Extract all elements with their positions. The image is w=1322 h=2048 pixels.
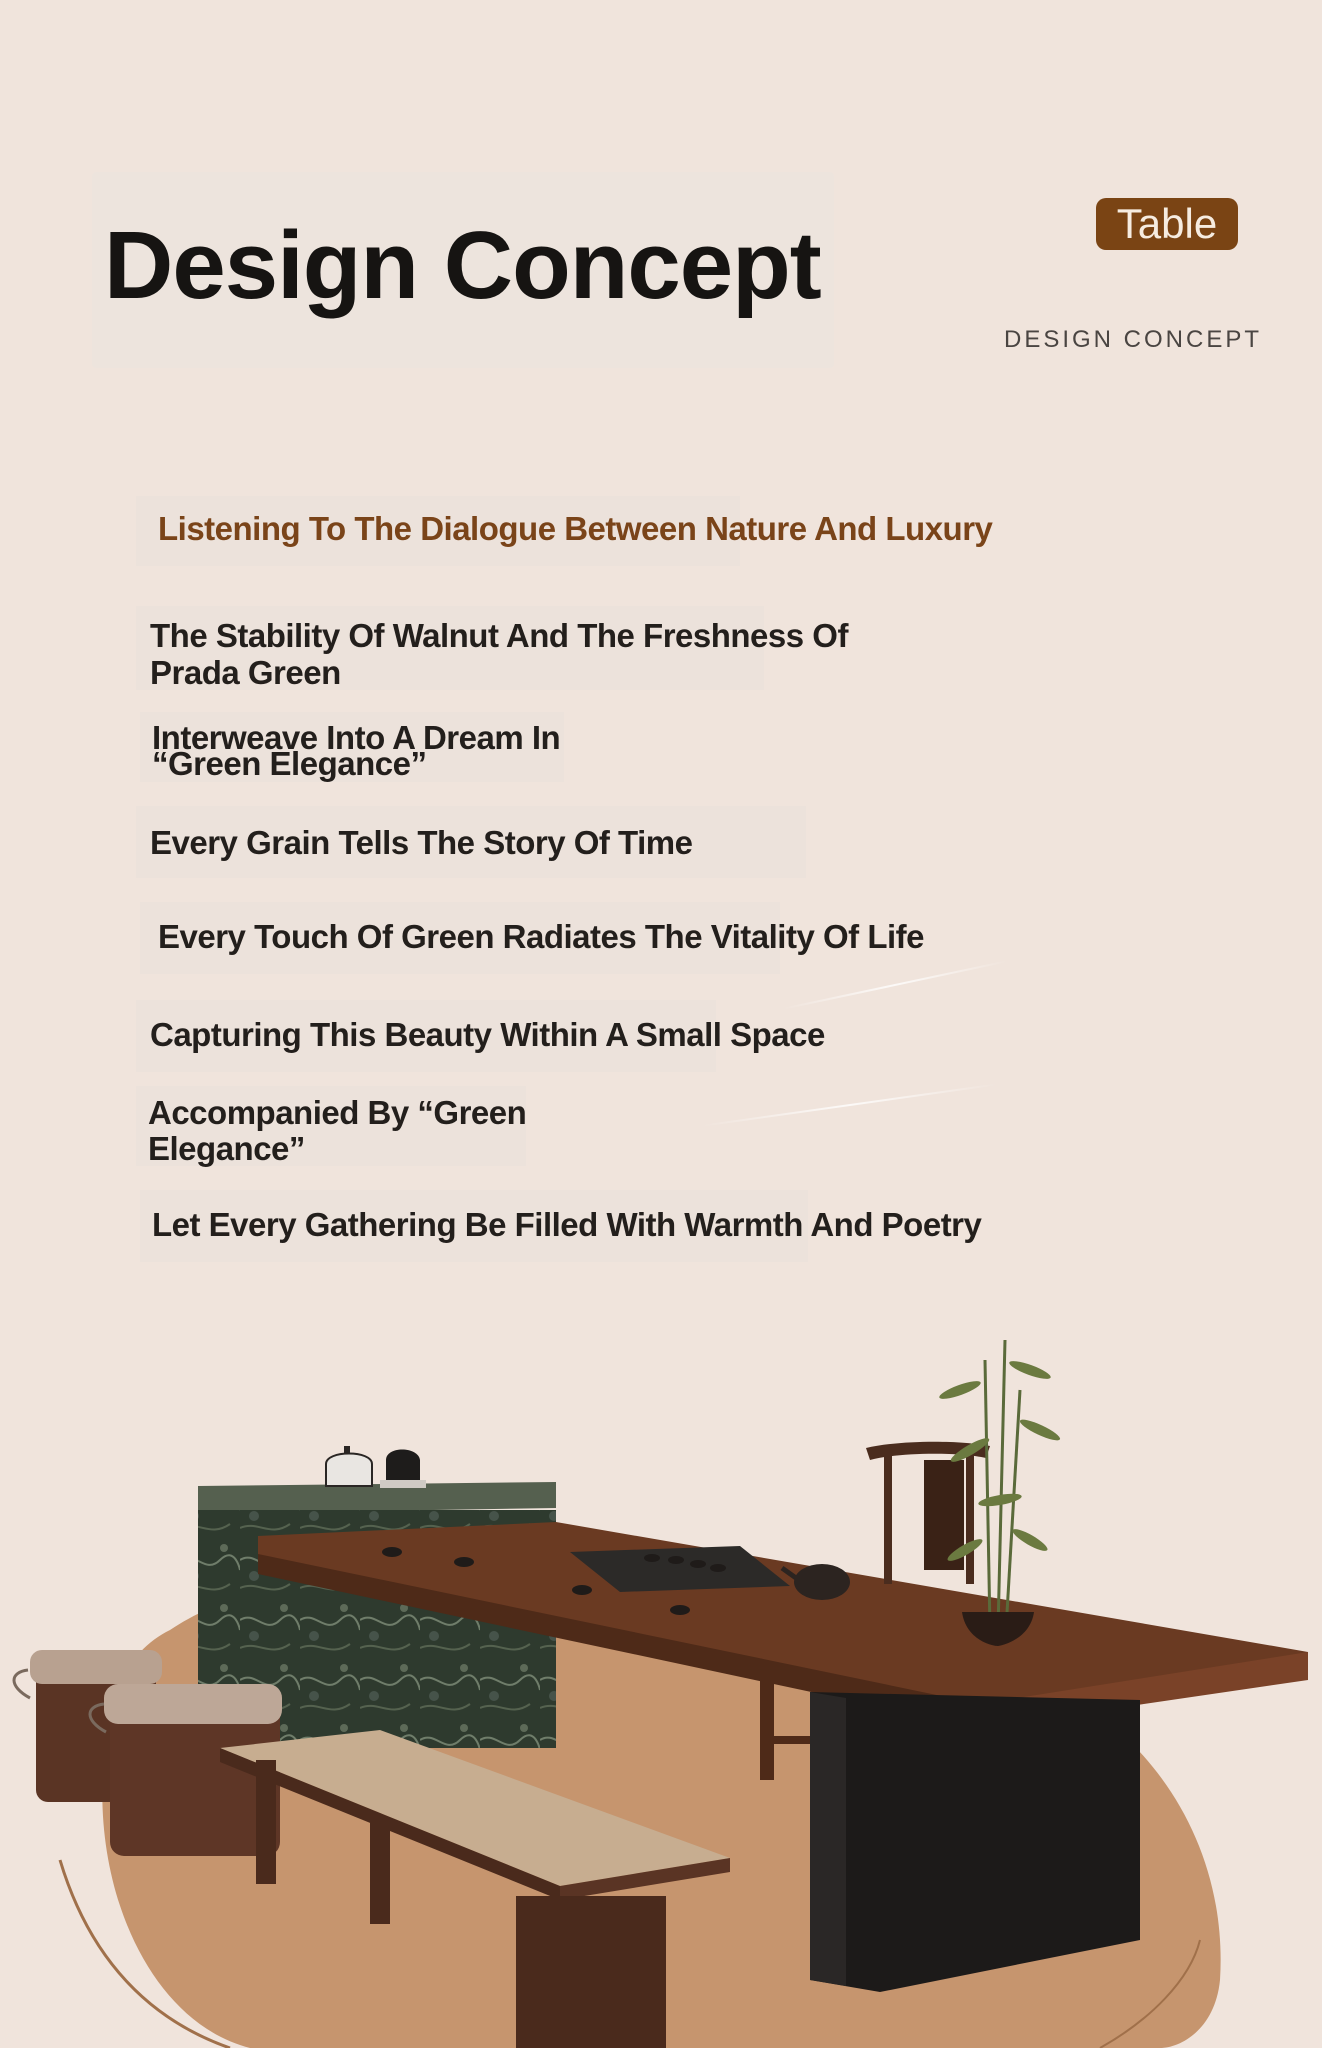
page-subtitle: DESIGN CONCEPT [1004, 326, 1263, 353]
kettle-icon [386, 1450, 420, 1485]
concept-line-intro: Listening To The Dialogue Between Nature And Luxury [158, 510, 993, 547]
teapot-icon [794, 1564, 850, 1600]
bamboo-plant [985, 1340, 1020, 1630]
chair-post [884, 1454, 892, 1584]
light-streak [701, 1083, 998, 1127]
tea-table-scene [0, 1300, 1322, 2048]
concept-line: Let Every Gathering Be Filled With Warmth And Poetry [152, 1206, 982, 1243]
black-cabinet-side [810, 1692, 846, 1986]
tea-cup-icon [710, 1564, 726, 1572]
concept-line: Capturing This Beauty Within A Small Space [150, 1016, 825, 1053]
table-leg [760, 1680, 774, 1780]
concept-line: “Green Elegance” [152, 745, 427, 782]
bench-leg [370, 1820, 390, 1924]
tea-cup-icon [668, 1556, 684, 1564]
tea-cup-icon [644, 1554, 660, 1562]
tea-cup-icon [382, 1547, 402, 1557]
tea-cup-icon [454, 1557, 474, 1567]
concept-line: Prada Green [150, 654, 341, 691]
tea-cup-icon [690, 1560, 706, 1568]
light-streak [782, 960, 1007, 1010]
table-badge: Table [1096, 198, 1238, 250]
concept-line: Elegance” [148, 1130, 305, 1167]
concept-line: The Stability Of Walnut And The Freshness Of [150, 617, 848, 654]
kettle-handle [344, 1446, 350, 1454]
concept-line: Accompanied By “Green [148, 1094, 527, 1131]
concept-line: Every Touch Of Green Radiates The Vitality Of Life [158, 918, 924, 955]
marble-cabinet-top [198, 1482, 556, 1514]
bench-leg [256, 1760, 276, 1884]
chair-post [966, 1454, 974, 1584]
concept-line: Every Grain Tells The Story Of Time [150, 824, 693, 861]
tea-cup-icon [572, 1585, 592, 1595]
kettle-icon [326, 1454, 372, 1487]
bench-leg [516, 1896, 666, 2048]
concept-line: Interweave Into A Dream In [152, 719, 561, 756]
black-cabinet [810, 1692, 1140, 1992]
tea-cup-icon [670, 1605, 690, 1615]
kettle-base [380, 1480, 426, 1488]
stool-handle [14, 1670, 30, 1698]
page-title: Design Concept [104, 212, 821, 319]
